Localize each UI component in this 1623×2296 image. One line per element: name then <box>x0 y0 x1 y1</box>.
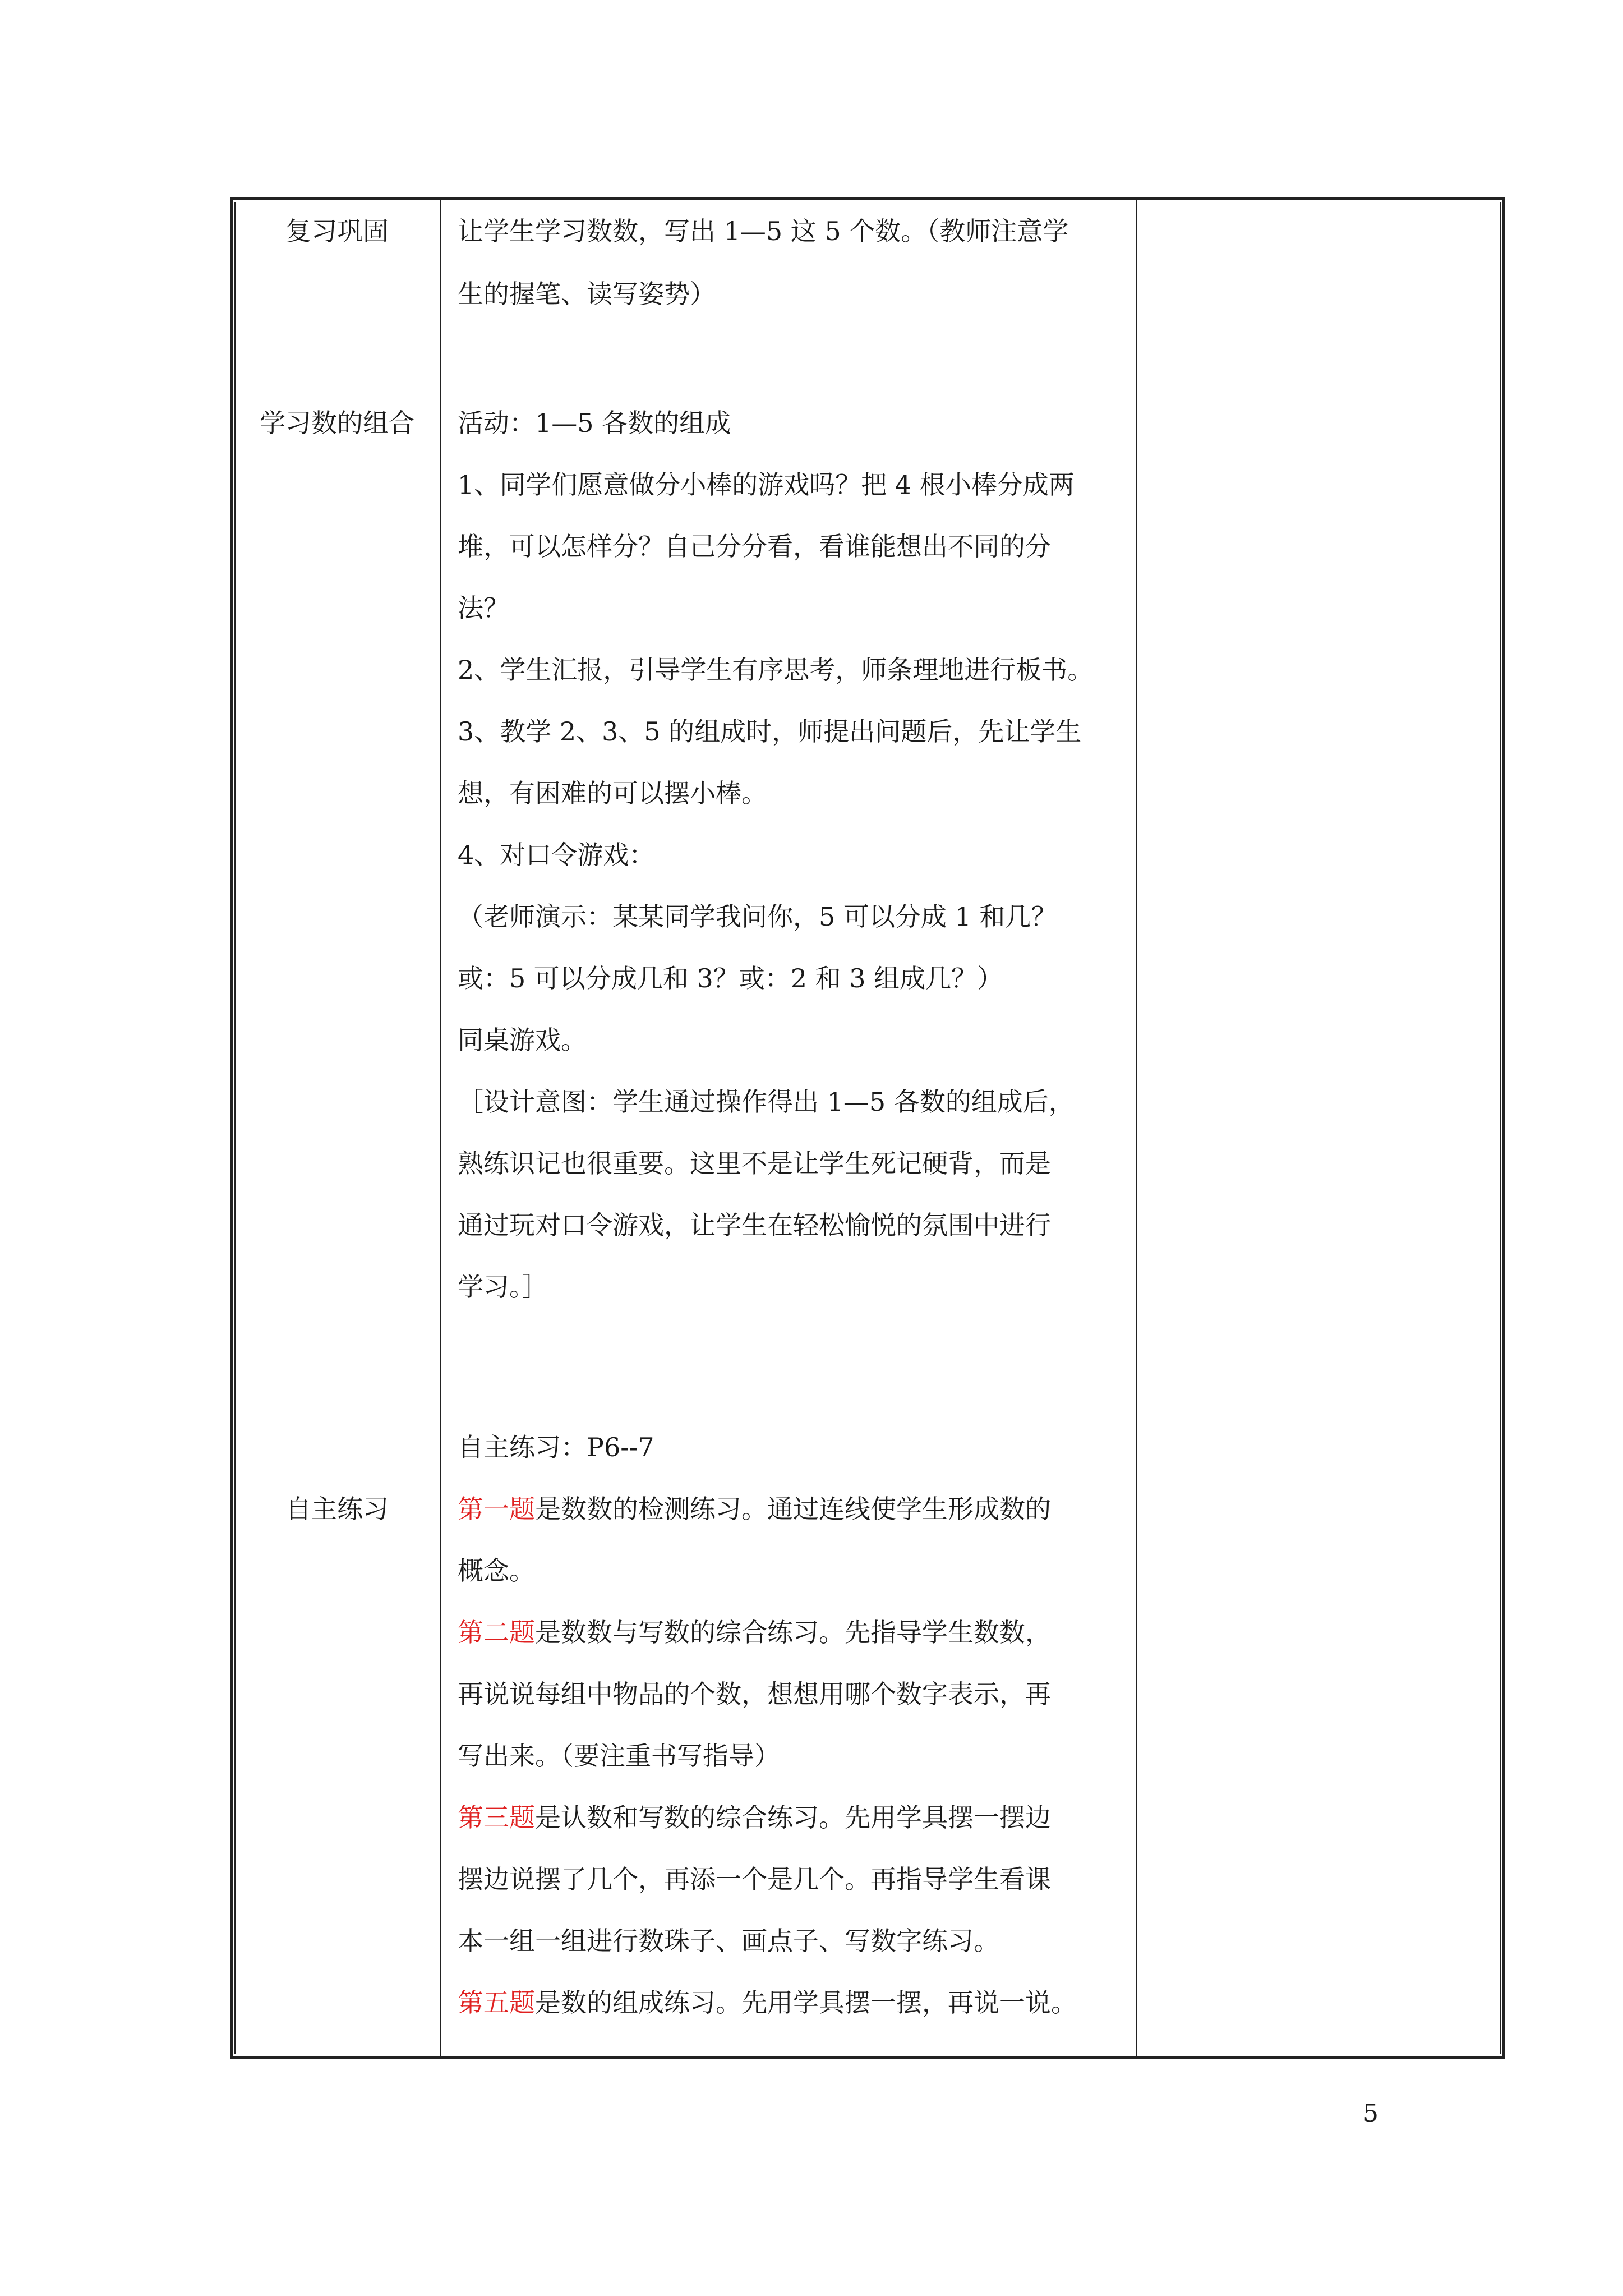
composition-line: 同桌游戏。 <box>458 1025 587 1055</box>
practice-q2-text: 是数数与写数的综合练习。先指导学生数数， <box>535 1617 1051 1648</box>
composition-line: （老师演示：某某同学我问你，5 可以分成 1 和几？ <box>458 901 1057 932</box>
practice-q3-line <box>458 1801 1051 1834</box>
practice-q3-line2: 摆边说摆了几个，再添一个是几个。再指导学生看课 <box>458 1864 1051 1894</box>
section-label-practice: 自主练习 <box>285 1494 389 1524</box>
practice-q2-line3: 写出来。（要注重书写指导） <box>458 1741 780 1771</box>
practice-q5-label: 第五题 <box>458 1987 535 2018</box>
table-border-top <box>230 197 1505 200</box>
practice-q2-line2: 再说说每组中物品的个数，想想用哪个数字表示，再 <box>458 1679 1051 1709</box>
practice-q2-label: 第二题 <box>458 1617 535 1648</box>
composition-line: 堆，可以怎样分？自己分分看，看谁能想出不同的分 <box>458 531 1051 562</box>
composition-line: 想，有困难的可以摆小棒。 <box>458 778 767 808</box>
composition-line: 熟练识记也很重要。这里不是让学生死记硬背，而是 <box>458 1148 1051 1179</box>
composition-line: 1、同学们愿意做分小棒的游戏吗？把 4 根小棒分成两 <box>458 470 1075 500</box>
composition-line: 4、对口令游戏： <box>458 840 655 870</box>
practice-q1-label: 第一题 <box>458 1494 535 1524</box>
table-inner-border-right <box>1500 202 1501 2054</box>
composition-line: ［设计意图：学生通过操作得出 1—5 各数的组成后， <box>458 1087 1075 1117</box>
composition-line: 通过玩对口令游戏，让学生在轻松愉悦的氛围中进行 <box>458 1210 1051 1240</box>
practice-q2-line <box>458 1616 1051 1649</box>
practice-q1-line <box>458 1492 1051 1526</box>
section-label-composition: 学习数的组合 <box>260 408 414 438</box>
composition-line: 活动：1—5 各数的组成 <box>458 408 731 438</box>
table-border-left <box>230 197 233 2059</box>
table-border-bottom <box>230 2056 1505 2059</box>
composition-line: 学习。］ <box>458 1272 548 1302</box>
practice-q5-text: 是数的组成练习。先用学具摆一摆，再说一说。 <box>535 1987 1077 2018</box>
practice-heading: 自主练习：P6--7 <box>458 1432 654 1462</box>
practice-q5-line <box>458 1986 1077 2019</box>
review-line: 生的握笔、读写姿势） <box>458 279 716 309</box>
table-inner-border-left <box>234 202 236 2054</box>
practice-q1-line2: 概念。 <box>458 1556 535 1586</box>
composition-line: 3、教学 2、3、5 的组成时，师提出问题后，先让学生 <box>458 716 1082 747</box>
composition-line: 2、学生汇报，引导学生有序思考，师条理地进行板书。 <box>458 655 1094 685</box>
composition-line: 法？ <box>458 593 509 623</box>
practice-q3-text: 是认数和写数的综合练习。先用学具摆一摆边 <box>535 1802 1051 1833</box>
review-line: 让学生学习数数，写出 1—5 这 5 个数。（教师注意学 <box>458 216 1069 246</box>
column-divider-2 <box>1136 197 1137 2059</box>
table-border-right <box>1502 197 1505 2059</box>
composition-line: 或：5 可以分成几和 3？或：2 和 3 组成几？） <box>458 963 1003 993</box>
practice-q3-label: 第三题 <box>458 1802 535 1833</box>
practice-q1-text: 是数数的检测练习。通过连线使学生形成数的 <box>535 1494 1051 1524</box>
column-divider-1 <box>440 197 441 2059</box>
lesson-table <box>230 197 1505 2059</box>
practice-q3-line3: 本一组一组进行数珠子、画点子、写数字练习。 <box>458 1926 999 1956</box>
page-number: 5 <box>1363 2099 1378 2128</box>
section-label-review: 复习巩固 <box>285 216 389 246</box>
